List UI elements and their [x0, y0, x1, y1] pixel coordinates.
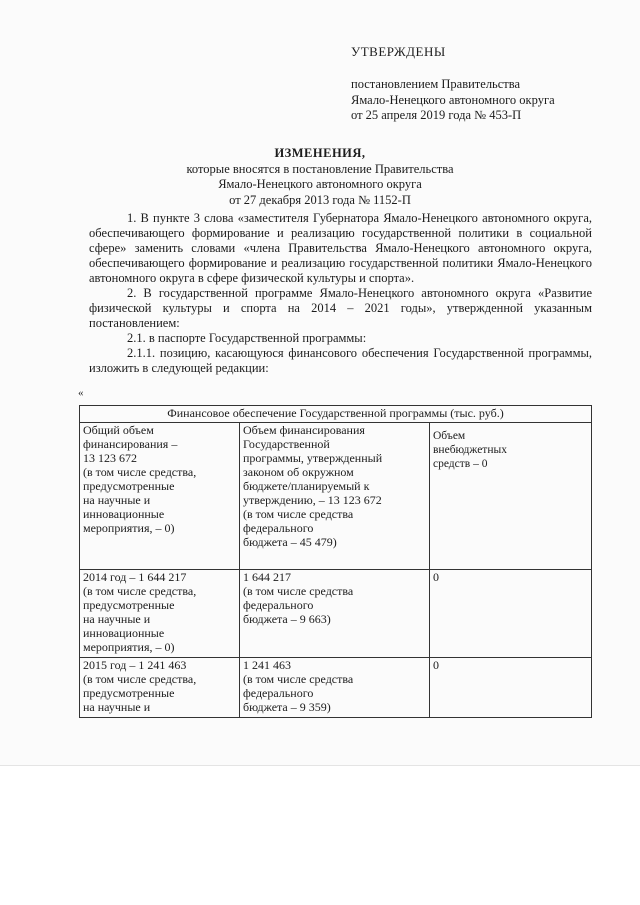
document-title	[80, 146, 560, 208]
cell-line: Общий объем	[83, 423, 154, 437]
cell-line: 13 123 672	[83, 451, 137, 465]
cell-line: 0	[433, 570, 439, 584]
approved-by-block	[351, 77, 555, 124]
cell-line: предусмотренные	[83, 686, 175, 700]
cell-line: предусмотренные	[83, 479, 175, 493]
page-edge	[0, 765, 640, 766]
cell-line: мероприятия, – 0)	[83, 640, 175, 654]
table-cell	[80, 658, 240, 718]
table-cell	[430, 570, 592, 658]
cell-line: (в том числе средства,	[83, 584, 197, 598]
title-heading: ИЗМЕНЕНИЯ,	[274, 146, 366, 160]
table-cell	[240, 570, 430, 658]
cell-line: бюджета – 9 663)	[243, 612, 331, 626]
cell-line: федерального	[243, 521, 314, 535]
cell-line: на научные и	[83, 700, 151, 714]
cell-line: мероприятия, – 0)	[83, 521, 175, 535]
cell-line: (в том числе средства,	[83, 672, 197, 686]
cell-line: программы, утвержденный	[243, 451, 383, 465]
cell-line: Объем	[433, 430, 466, 442]
table-header-row	[80, 406, 592, 423]
title-line: от 27 декабря 2013 года № 1152-П	[229, 192, 411, 207]
title-line: Ямало-Ненецкого автономного округа	[218, 177, 422, 191]
cell-line: (в том числе средства,	[83, 465, 197, 479]
document-body	[89, 211, 592, 376]
table-cell	[430, 423, 592, 570]
cell-line: финансирования –	[83, 437, 178, 451]
title-line: которые вносятся в постановление Правительства	[186, 161, 454, 176]
cell-line: Государственной	[243, 437, 330, 451]
paragraph-2: 2. В государственной программе Ямало-Ненецкого автономного округа «Развитие физической культуры и спорта на 2014 – 2021 годы», утвержденной указанным постановлением:	[89, 286, 592, 330]
cell-line: законом об окружном	[243, 465, 354, 479]
cell-line: 1 241 463	[243, 658, 291, 672]
table-cell	[80, 570, 240, 658]
cell-line: предусмотренные	[83, 598, 175, 612]
cell-line: (в том числе средства	[243, 507, 354, 521]
cell-line: бюджете/планируемый к	[243, 479, 370, 493]
cell-line: 1 644 217	[243, 570, 291, 584]
table-header: Финансовое обеспечение Государственной программы (тыс. руб.)	[80, 406, 592, 423]
table-cell	[240, 423, 430, 570]
approved-label: УТВЕРЖДЕНЫ	[351, 44, 446, 59]
approved-by-line: от 25 апреля 2019 года № 453-П	[351, 108, 522, 122]
approved-by-line: Ямало-Ненецкого автономного округа	[351, 92, 555, 107]
paragraph-2-1-1: 2.1.1. позицию, касающуюся финансового обеспечения Государственной программы, изложить в следующей редакции:	[89, 346, 592, 375]
cell-line: утверждению, – 13 123 672	[243, 493, 382, 507]
cell-line: Объем финансирования	[243, 423, 365, 437]
cell-line: средств – 0	[433, 458, 488, 470]
cell-line: инновационные	[83, 507, 165, 521]
cell-line: федерального	[243, 686, 314, 700]
table-cell	[240, 658, 430, 718]
table-cell	[430, 658, 592, 718]
cell-line: федерального	[243, 598, 314, 612]
cell-line: инновационные	[83, 626, 165, 640]
cell-line: 0	[433, 658, 439, 672]
cell-line: (в том числе средства	[243, 672, 354, 686]
table-cell	[80, 423, 240, 570]
cell-line: бюджета – 45 479)	[243, 535, 337, 549]
opening-quote: «	[78, 387, 84, 399]
cell-line: внебюджетных	[433, 444, 507, 456]
cell-line: на научные и	[83, 493, 151, 507]
cell-line: на научные и	[83, 612, 151, 626]
table-row	[80, 658, 592, 718]
paragraph-2-1: 2.1. в паспорте Государственной программы:	[127, 331, 367, 345]
cell-line: 2015 год – 1 241 463	[83, 658, 187, 672]
cell-line: 2014 год – 1 644 217	[83, 570, 187, 584]
table-row	[80, 570, 592, 658]
cell-line: (в том числе средства	[243, 584, 354, 598]
financing-table	[79, 405, 592, 718]
table-row	[80, 423, 592, 570]
paragraph-1: 1. В пункте 3 слова «заместителя Губернатора Ямало-Ненецкого автономного округа, обеспечивающего формирование и реализацию государственной политики в социальной сфере» заменить словами «члена Правительства Ямало-Ненецкого автономного округа, обеспечивающего формирование и реализацию государственной политики Ямало-Ненецкого автономного округа в сфере физической культуры и спорта».	[89, 211, 592, 285]
approved-by-line: постановлением Правительства	[351, 77, 521, 91]
cell-line: бюджета – 9 359)	[243, 700, 331, 714]
